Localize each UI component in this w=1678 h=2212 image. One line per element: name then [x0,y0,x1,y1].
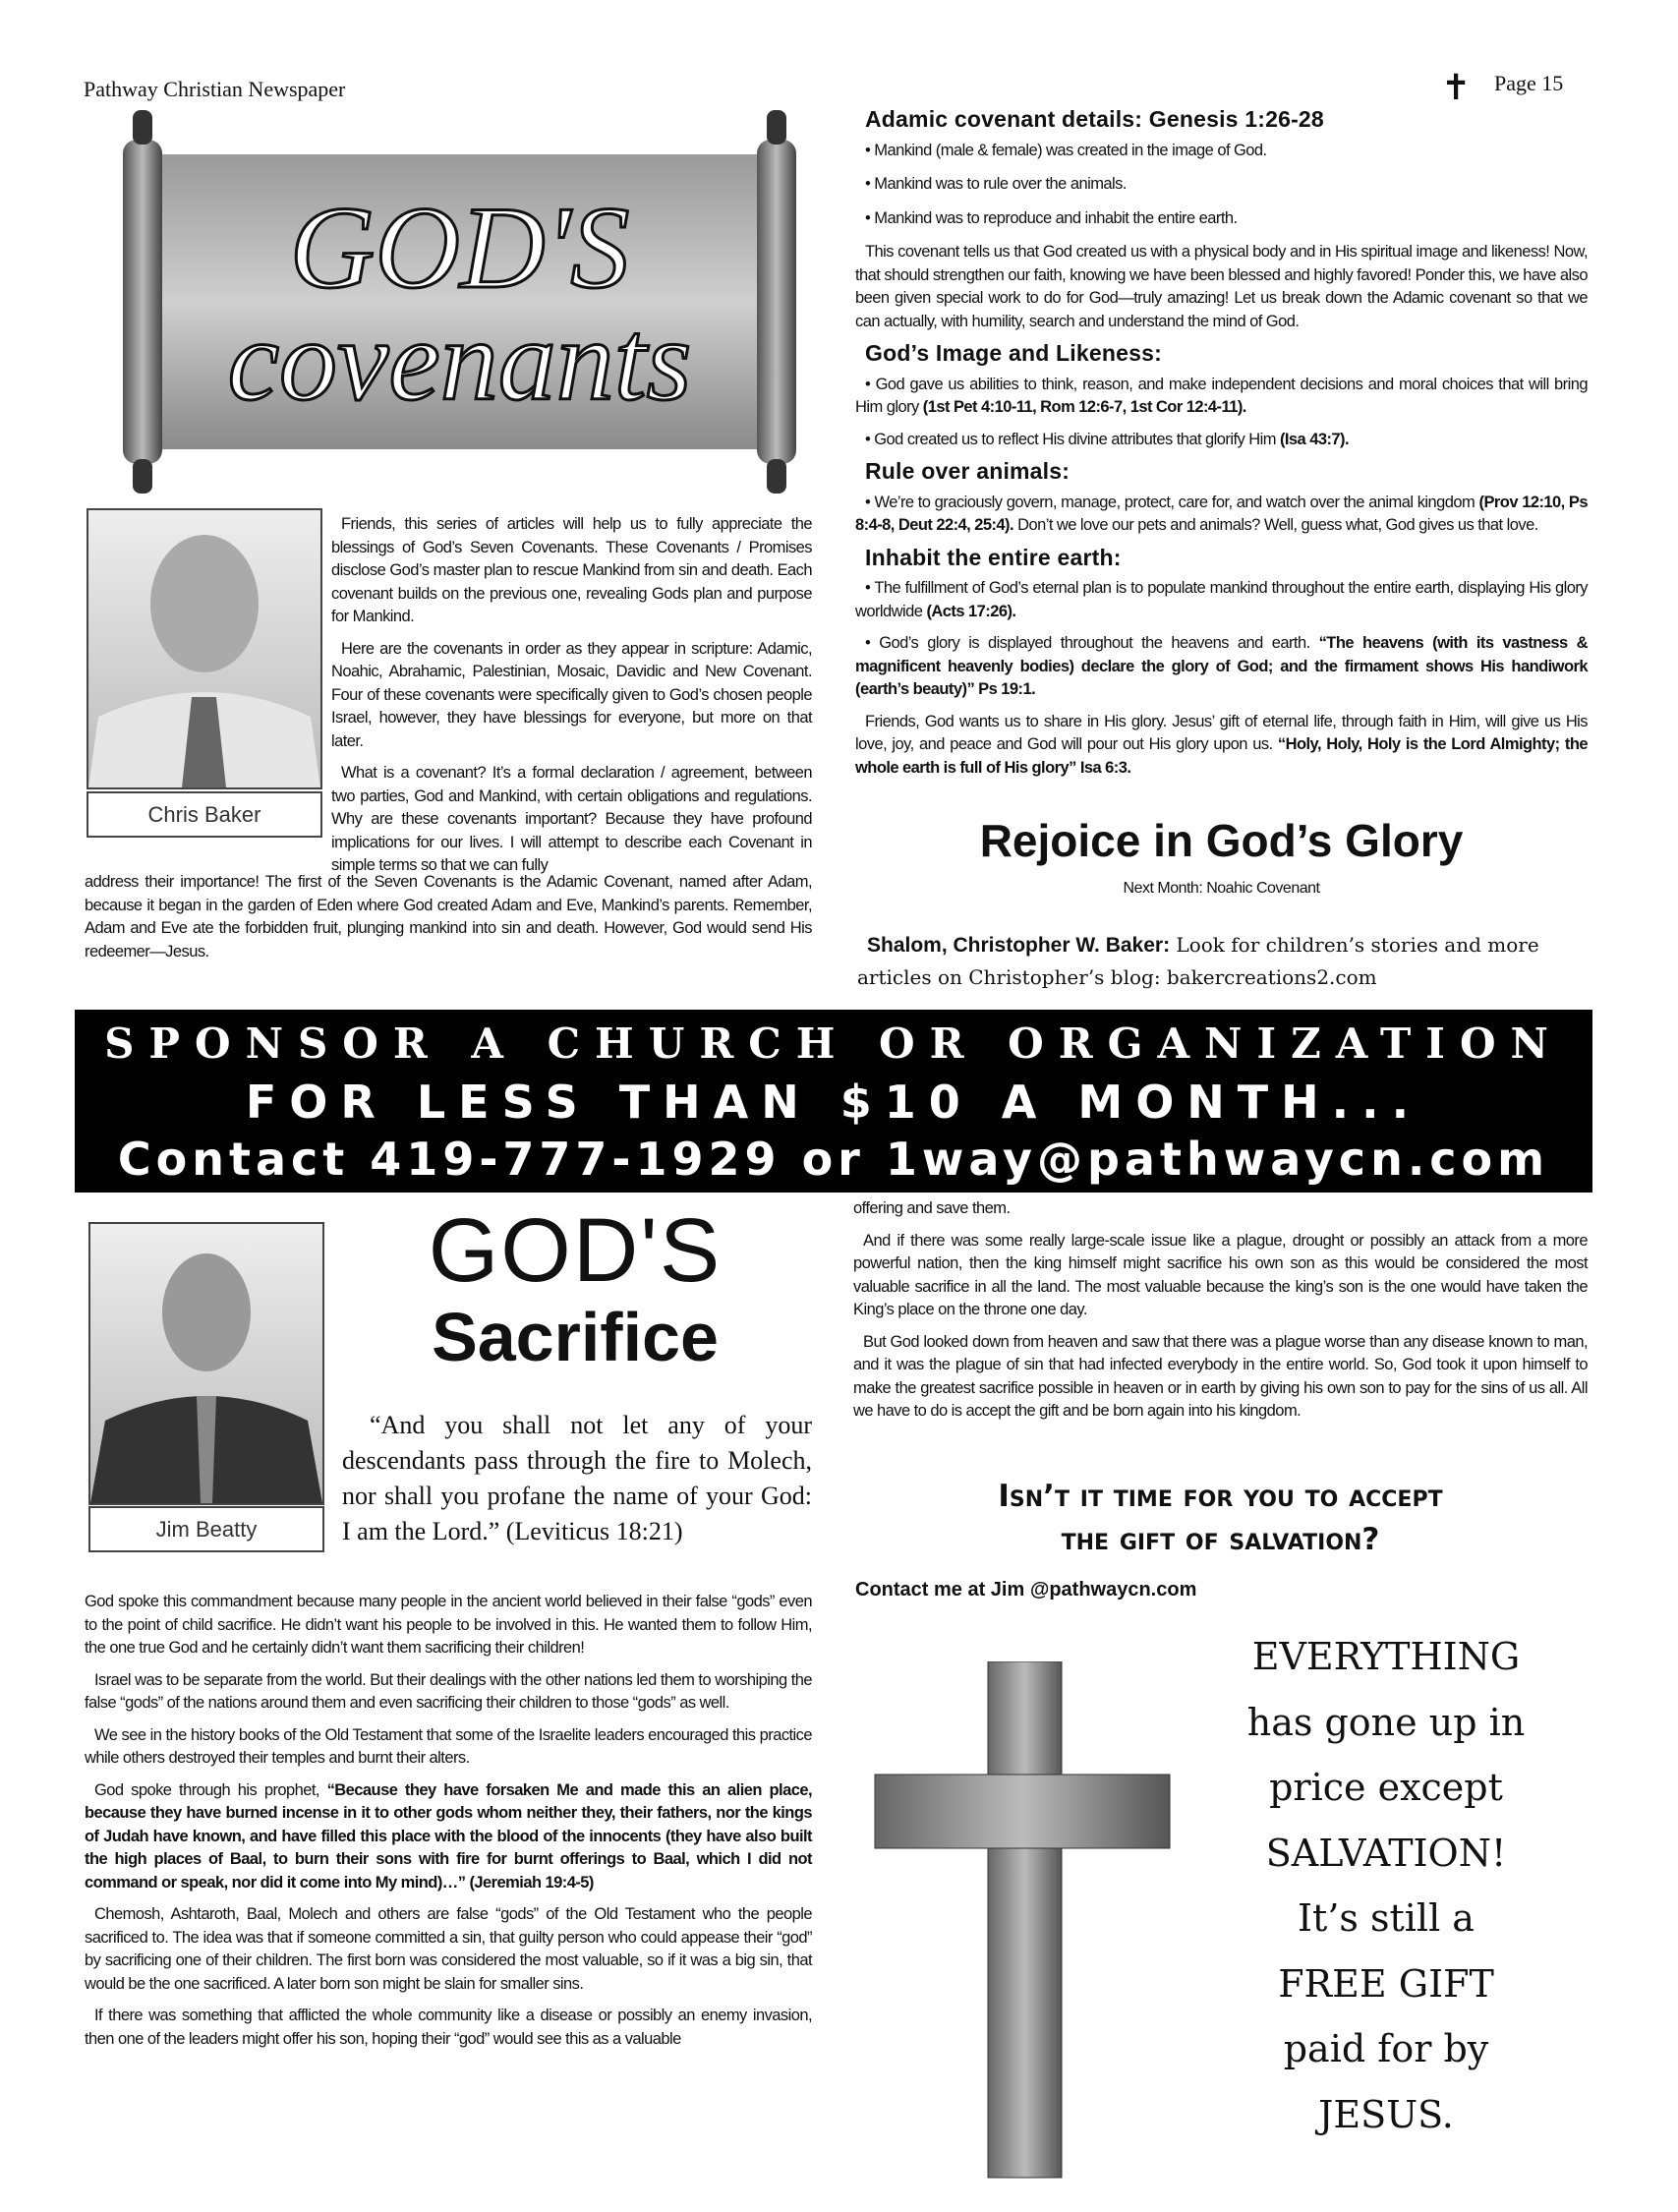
ad-line: paid for by [1283,2027,1489,2070]
paragraph: Friends, this series of articles will help us to fully appreciate the blessings of God’s Seven Covenants. These Covenants / Promises disclose God’s master plan to rescue Mankind from sin and death. Each covenant builds on the previous one, revealing Gods plan and purpose for Mankind. [331,515,812,625]
banner-line: FOR LESS THAN $10 A MONTH... [245,1076,1422,1129]
paragraph: This covenant tells us that God created us with a physical body and in His spiritual image and likeness! Now, that should strengthen our faith, knowing we have been blessed and highly favored! Ponder this, we have also been given special work to do for God—truly amazing! Let us break down the Adamic covenant so that we can actually, with humility, search and understand the mind of God. [855,243,1588,330]
paragraph: Israel was to be separate from the world. But their dealings with the other nations led them to worshiping the false “gods” of the nations around them and even sacrificing their children to those “gods” as well. [85,1670,812,1712]
rejoice-heading: Rejoice in God’s Glory [979,815,1464,866]
paragraph: Chemosh, Ashtaroth, Baal, Molech and others are false “gods” of the Old Testament who the people sacrificed to. The idea was that if someone committed a sin, that guilty person who could appease their “god” by sacrificing one of their children. The first born was considered the most valuable, so if it was a big sin, that would be the one sacrificed. A later born son might be slain for smaller sins. [85,1905,812,1993]
section-heading: God’s Image and Likeness: [865,340,1162,366]
author-caption: Jim Beatty [88,1506,324,1552]
paragraph: And if there was some really large-scale issue like a plague, drought or possibly an attack from a more powerful nation, then the king himself might sacrifice his own son as this would be considered the most valuable sacrifice in all the land. The most valuable because the king’s son is the one would have taken the King’s place on the throne one day. [853,1231,1588,1318]
article2-title-sacrifice: Sacrifice [432,1299,719,1375]
ad-line: price except [1269,1766,1503,1809]
paragraph: • God gave us abilities to think, reason, and make independent decisions and moral choices that will bring Him glory (1st Pet 4:10-11, Rom 12:6-7, 1st Cor 12:4-11). [855,375,1588,416]
paragraph: • God created us to reflect His divine attributes that glorify Him (Isa 43:7). [865,430,1350,448]
bullet: • Mankind was to reproduce and inhabit the entire earth. [865,208,1238,227]
ad-line: SALVATION! [1265,1831,1507,1875]
scroll-title-line1: GOD'S [289,182,630,313]
paragraph: But God looked down from heaven and saw that there was a plague worse than any disease known to man, and it was the plague of sin that had infected everybody in the entire world. So, God took it upon himself to make the greatest sacrifice possible in heaven or in earth by giving his own son to pay for the sins of us all. All we have to do is accept the gift and be born again into his kingdom. [853,1332,1588,1420]
sponsor-banner [75,1010,1592,1193]
article1-intro-continued: address their importance! The first of the Seven Covenants is the Adamic Covenant, named after Adam, because it began in the garden of Eden where God created Adam and Eve, Mankind’s parents. Remember, Adam and Eve ate the forbidden fruit, plunging mankind into sin and death. However, God would send His redeemer—Jesus. [85,873,812,960]
ad-line: It’s still a [1298,1896,1475,1940]
cross-icon [865,1661,1180,2183]
paragraph: Here are the covenants in order as they appear in scripture: Adamic, Noahic, Abrahamic, Palestinian, Mosaic, Davidic and New Covenant. Four of these covenants were specifically given to God’s chosen people Israel, however, they have blessings for everyone, but more on that later. [331,639,812,750]
article2-body-right [853,1197,1588,1432]
paragraph: God spoke through his prophet, “Because they have forsaken Me and made this an alien place, because they have burned incense in it to other gods whom neither they, their fathers, nor the kings of Judah have known, and have filled this place with the blood of the innocents (they have also built the high places of Baal, to burn their sons with fire for burnt offerings to Baal, which I did not command or speak, nor did it come into My mind)…” (Jeremiah 19:4-5) [85,1780,812,1892]
banner-contact: Contact 419-777-1929 or 1way@pathwaycn.com [117,1133,1550,1186]
wooden-cross-image [865,1661,1180,2183]
paragraph: If there was something that afflicted the whole community like a disease or possibly an enemy invasion, then one of the leaders might offer his son, hoping their “god” would see this as a valuable [85,2007,812,2048]
bullet: • Mankind was to rule over the animals. [865,175,1127,193]
article2-title-gods: GOD'S [428,1200,723,1301]
section-heading: Inhabit the entire earth: [865,544,1122,570]
paragraph: • God’s glory is displayed throughout the heavens and earth. “The heavens (with its vastness & magnificent heavenly bodies) declare the glory of God; and the firmament shows His handiwork (earth’s beauty)” Ps 19:1. [855,634,1588,698]
cta-line: the gift of salvation? [1061,1522,1380,1557]
person-portrait-icon [90,1224,322,1503]
banner-line: SPONSOR A CHURCH OR ORGANIZATION [104,1019,1563,1068]
ad-line: EVERYTHING [1251,1635,1521,1678]
contact-email: Contact me at Jim @pathwaycn.com [855,1579,1197,1601]
signature: Shalom, Christopher W. Baker: Look for children’s stories and more articles on Christopher’s blog: bakercreations2.com [857,933,1539,989]
ad-line: FREE GIFT [1278,1961,1494,2006]
salvation-call-to-action [853,1475,1588,1561]
scroll-title-line2: covenants [227,296,692,425]
paragraph: Friends, God wants us to share in His glory. Jesus’ gift of eternal life, through faith in Him, will give us His love, joy, and peace and God will pour out His glory upon us. “Holy, Holy, Holy is the Lord Almighty; the whole earth is full of His glory” Isa 6:3. [855,712,1588,777]
section-heading: Rule over animals: [865,458,1070,484]
bullet: • Mankind (male & female) was created in the image of God. [865,141,1267,159]
person-portrait-icon [88,510,320,787]
page-number: Page 15 [1494,71,1564,95]
scroll-title-graphic [103,110,816,494]
article1-details [855,104,1588,788]
scripture-quote: “And you shall not let any of your descendants pass through the fire to Molech, nor shall you profane the name of your God: I am the Lord.” (Leviticus 18:21) [342,1411,812,1545]
ad-line: JESUS. [1318,2092,1454,2136]
article2-body-left [85,1591,812,2060]
paragraph: What is a covenant? It’s a formal declaration / agreement, between two parties, God and Mankind, with certain obligations and regulations. Why are these covenants important? Because they have profound implications for our lives. I will attempt to describe each Covenant in simple terms so that we can fully [331,764,812,874]
paragraph: • The fulfillment of God’s eternal plan is to populate mankind throughout the entire earth, displaying His glory worldwide (Acts 17:26). [855,579,1588,620]
ad-line: has gone up in [1246,1700,1526,1744]
article1-intro [331,513,812,878]
paragraph: God spoke this commandment because many people in the ancient world believed in their false “gods” even to the point of child sacrifice. He didn’t want his people to be involved in this. He wanted them to follow Him, the one true God and he certainly didn’t want them sacrificing their children! [85,1593,812,1657]
salvation-ad-text [1185,1624,1588,2147]
paragraph: • We’re to graciously govern, manage, protect, care for, and watch over the animal kingdom (Prov 12:10, Ps 8:4-8, Deut 22:4, 25:4). Don’t we love our pets and animals? Well, guess what, God gives us that love. [855,493,1589,534]
author-photo-jim-beatty [88,1222,324,1505]
author-photo-chris-baker [87,508,322,789]
masthead: Pathway Christian Newspaper [84,77,346,101]
cta-line: Isn’t it time for you to accept [998,1479,1443,1514]
author-caption: Chris Baker [87,791,322,838]
section-heading: Adamic covenant details: Genesis 1:26-28 [865,106,1324,132]
next-month-note: Next Month: Noahic Covenant [1123,880,1320,897]
paragraph: offering and save them. [853,1199,1011,1217]
paragraph: We see in the history books of the Old Testament that some of the Israelite leaders encouraged this practice while others destroyed their temples and burnt their alters. [85,1725,812,1767]
cross-icon: ✝ [1441,67,1472,107]
